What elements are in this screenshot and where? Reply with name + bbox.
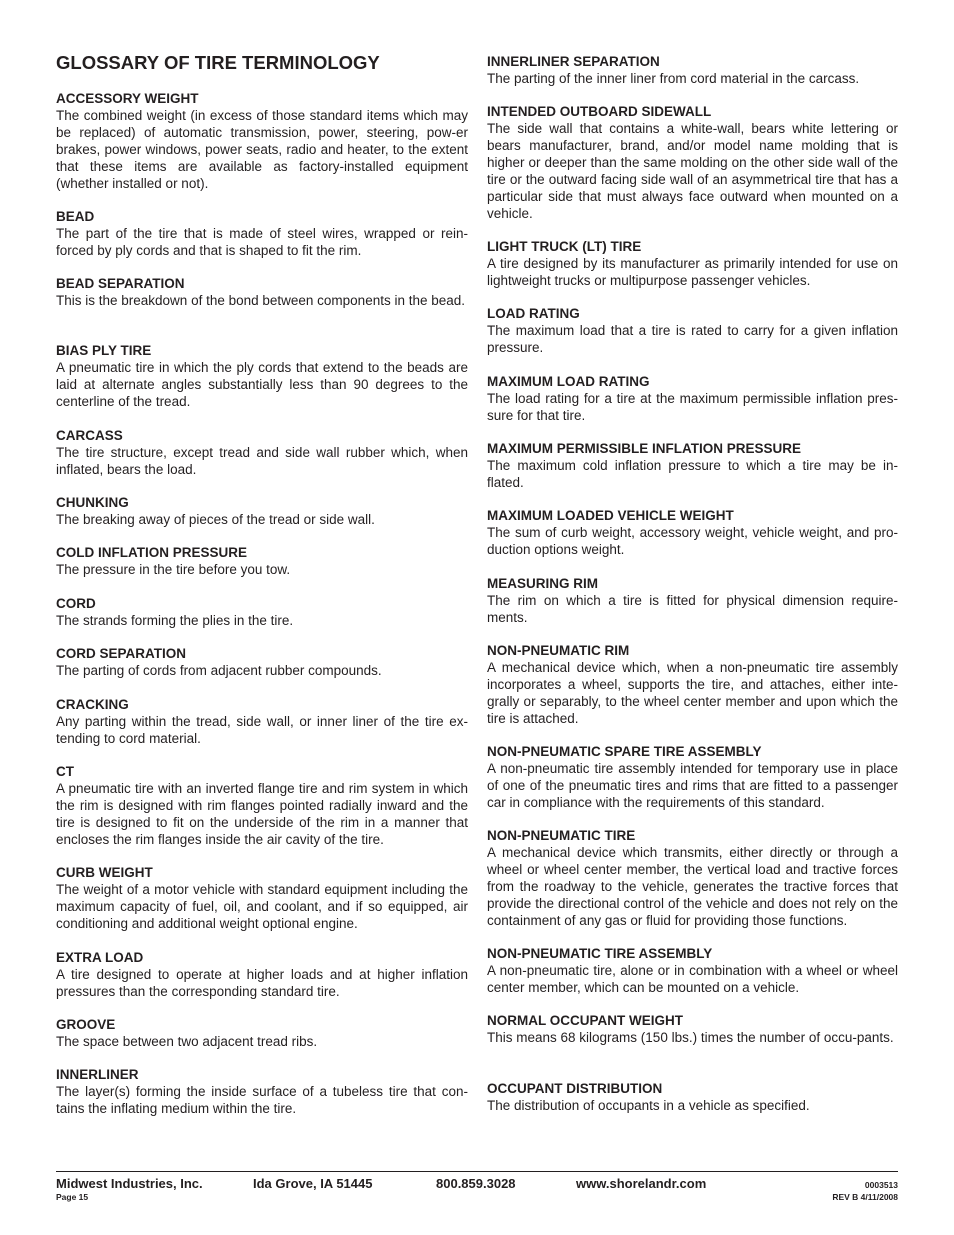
glossary-entry: [487, 743, 898, 811]
glossary-term: LIGHT TRUCK (LT) TIRE: [487, 239, 642, 254]
glossary-entry: [56, 595, 468, 629]
glossary-term: NORMAL OCCUPANT WEIGHT: [487, 1013, 683, 1028]
glossary-entry: [487, 103, 898, 222]
glossary-definition: The layer(s) forming the inside surface of a tubeless tire that con-tains the inflating medium within the tire.: [56, 1084, 468, 1116]
glossary-entry: [487, 305, 898, 356]
glossary-definition: The maximum cold inflation pressure to which a tire may be in-flated.: [487, 458, 898, 490]
glossary-entry: [56, 645, 468, 679]
glossary-definition: The distribution of occupants in a vehicle as specified.: [487, 1098, 810, 1113]
glossary-definition: A mechanical device which, when a non-pneumatic tire assembly incorporates a wheel, supports the tire, and attaches, either inte-grally or separably, to the wheel center member and upon which the tire is attached.: [487, 660, 898, 726]
glossary-entry: [56, 342, 468, 410]
glossary-term: BEAD: [56, 209, 95, 224]
glossary-definition: A tire designed to operate at higher loads and at higher inflation pressures than the corresponding standard tire.: [56, 967, 468, 999]
footer-company: Midwest Industries, Inc.: [56, 1176, 203, 1191]
glossary-term: BIAS PLY TIRE: [56, 343, 152, 358]
glossary-term: MAXIMUM LOADED VEHICLE WEIGHT: [487, 508, 734, 523]
glossary-entry: [56, 949, 468, 1000]
glossary-definition: The breaking away of pieces of the tread or side wall.: [56, 512, 375, 527]
glossary-term: CARCASS: [56, 428, 123, 443]
glossary-entry: [56, 90, 468, 192]
glossary-term: NON-PNEUMATIC RIM: [487, 643, 630, 658]
glossary-entry: [56, 696, 468, 747]
glossary-term: MEASURING RIM: [487, 576, 598, 591]
glossary-term: INNERLINER SEPARATION: [487, 54, 660, 69]
glossary-definition: A pneumatic tire with an inverted flange tire and rim system in which the rim is designed with rim flanges pointed radially inward and the tire is designed to fit on the underside of the rim in a manner that encloses the rim flanges inside the air cavity of the tire.: [56, 781, 468, 847]
glossary-definition: The space between two adjacent tread ribs.: [56, 1034, 318, 1049]
glossary-term: NON-PNEUMATIC TIRE ASSEMBLY: [487, 946, 713, 961]
glossary-entry: [487, 1080, 898, 1114]
glossary-term: CRACKING: [56, 697, 129, 712]
glossary-definition: The side wall that contains a white-wall, bears white lettering or bears manufacturer, brand, and/or model name molding that is higher or deeper than the same molding on the other side wall of the tire or the outward facing side wall of an asymmetrical tire that has a particular side that must always face outward when mounted on a vehicle.: [487, 121, 898, 221]
glossary-definition: A non-pneumatic tire assembly intended for temporary use in place of one of the pneumatic tires and rims that are fitted to a passenger car in compliance with the requirements of this standard.: [487, 761, 898, 810]
glossary-definition: Any parting within the tread, side wall, or inner liner of the tire ex-tending to cord material.: [56, 714, 468, 746]
glossary-term: INTENDED OUTBOARD SIDEWALL: [487, 104, 712, 119]
glossary-term: MAXIMUM PERMISSIBLE INFLATION PRESSURE: [487, 441, 802, 456]
glossary-term: LOAD RATING: [487, 306, 580, 321]
glossary-entry: [487, 238, 898, 289]
glossary-definition: This is the breakdown of the bond between components in the bead.: [56, 293, 466, 308]
glossary-entry: [56, 427, 468, 478]
glossary-entry: [56, 864, 468, 932]
footer-revision: REV B 4/11/2008: [832, 1192, 898, 1202]
glossary-definition: The rim on which a tire is fitted for physical dimension require-ments.: [487, 593, 898, 625]
glossary-term: CT: [56, 764, 74, 779]
page-title: GLOSSARY OF TIRE TERMINOLOGY: [56, 52, 380, 73]
footer-phone: 800.859.3028: [436, 1176, 516, 1191]
glossary-term: CORD SEPARATION: [56, 646, 187, 661]
glossary-term: COLD INFLATION PRESSURE: [56, 545, 248, 560]
glossary-entry: [56, 208, 468, 259]
glossary-entry: [487, 945, 898, 996]
footer-divider: [56, 1171, 898, 1172]
glossary-definition: This means 68 kilograms (150 lbs.) times the number of occu-pants.: [487, 1030, 894, 1045]
glossary-definition: The maximum load that a tire is rated to carry for a given inflation pressure.: [487, 323, 898, 355]
glossary-term: GROOVE: [56, 1017, 116, 1032]
glossary-definition: The load rating for a tire at the maximum permissible inflation pres-sure for that tire.: [487, 391, 898, 423]
glossary-definition: The parting of the inner liner from cord material in the carcass.: [487, 71, 860, 86]
footer-doc-number: 0003513: [864, 1180, 898, 1190]
footer-city: Ida Grove, IA 51445: [253, 1176, 373, 1191]
glossary-definition: The weight of a motor vehicle with standard equipment including the maximum capacity of fuel, oil, and coolant, and if so equipped, air conditioning and additional weight optional engine.: [56, 882, 468, 931]
glossary-definition: A tire designed by its manufacturer as primarily intended for use on lightweight trucks or multipurpose passenger vehicles.: [487, 256, 898, 288]
glossary-entry: [487, 373, 898, 424]
glossary-entry: [56, 1066, 468, 1117]
glossary-term: ACCESSORY WEIGHT: [56, 91, 199, 106]
glossary-term: OCCUPANT DISTRIBUTION: [487, 1081, 663, 1096]
glossary-entry: [56, 494, 468, 528]
glossary-term: INNERLINER: [56, 1067, 139, 1082]
glossary-definition: The tire structure, except tread and side wall rubber which, when inflated, bears the load.: [56, 445, 468, 477]
glossary-term: CORD: [56, 596, 96, 611]
glossary-entry: [487, 575, 898, 626]
glossary-term: NON-PNEUMATIC TIRE: [487, 828, 636, 843]
glossary-definition: A pneumatic tire in which the ply cords that extend to the beads are laid at alternate angles substantially less than 90 degrees to the centerline of the tread.: [56, 360, 468, 409]
glossary-term: NON-PNEUMATIC SPARE TIRE ASSEMBLY: [487, 744, 762, 759]
footer-website: www.shorelandr.com: [576, 1176, 707, 1191]
glossary-term: MAXIMUM LOAD RATING: [487, 374, 650, 389]
glossary-entry: [56, 544, 468, 578]
glossary-entry: [487, 53, 898, 87]
glossary-definition: A non-pneumatic tire, alone or in combination with a wheel or wheel center member, which can be mounted on a vehicle.: [487, 963, 898, 995]
glossary-entry: [487, 507, 898, 558]
glossary-entry: [487, 827, 898, 929]
glossary-entry: [56, 1016, 468, 1050]
glossary-term: EXTRA LOAD: [56, 950, 144, 965]
glossary-term: CURB WEIGHT: [56, 865, 153, 880]
glossary-entry: [487, 1012, 898, 1046]
glossary-definition: The sum of curb weight, accessory weight, vehicle weight, and pro-duction options weight.: [487, 525, 898, 557]
glossary-definition: The parting of cords from adjacent rubber compounds.: [56, 663, 382, 678]
glossary-term: BEAD SEPARATION: [56, 276, 185, 291]
glossary-entry: [487, 642, 898, 727]
glossary-definition: The combined weight (in excess of those standard items which may be replaced) of automatic transmission, power, steering, pow-er brakes, power windows, power seats, radio and heater, to the extent that these items are available as factory-installed equipment (whether installed or not).: [56, 108, 468, 191]
glossary-definition: The part of the tire that is made of steel wires, wrapped or rein-forced by ply cords and that is shaped to fit the rim.: [56, 226, 468, 258]
glossary-entry: [487, 440, 898, 491]
footer-page-number: Page 15: [56, 1192, 89, 1202]
glossary-definition: A mechanical device which transmits, either directly or through a wheel or wheel center member, the vertical load and tractive forces from the roadway to the vehicle, generates the tractive forces that provide the directional control of the vehicle and does not rely on the containment of any gas or fluid for providing those functions.: [487, 845, 898, 928]
glossary-entry: [56, 763, 468, 848]
glossary-definition: The strands forming the plies in the tire.: [56, 613, 294, 628]
glossary-entry: [56, 275, 468, 309]
glossary-term: CHUNKING: [56, 495, 129, 510]
glossary-definition: The pressure in the tire before you tow.: [56, 562, 291, 577]
